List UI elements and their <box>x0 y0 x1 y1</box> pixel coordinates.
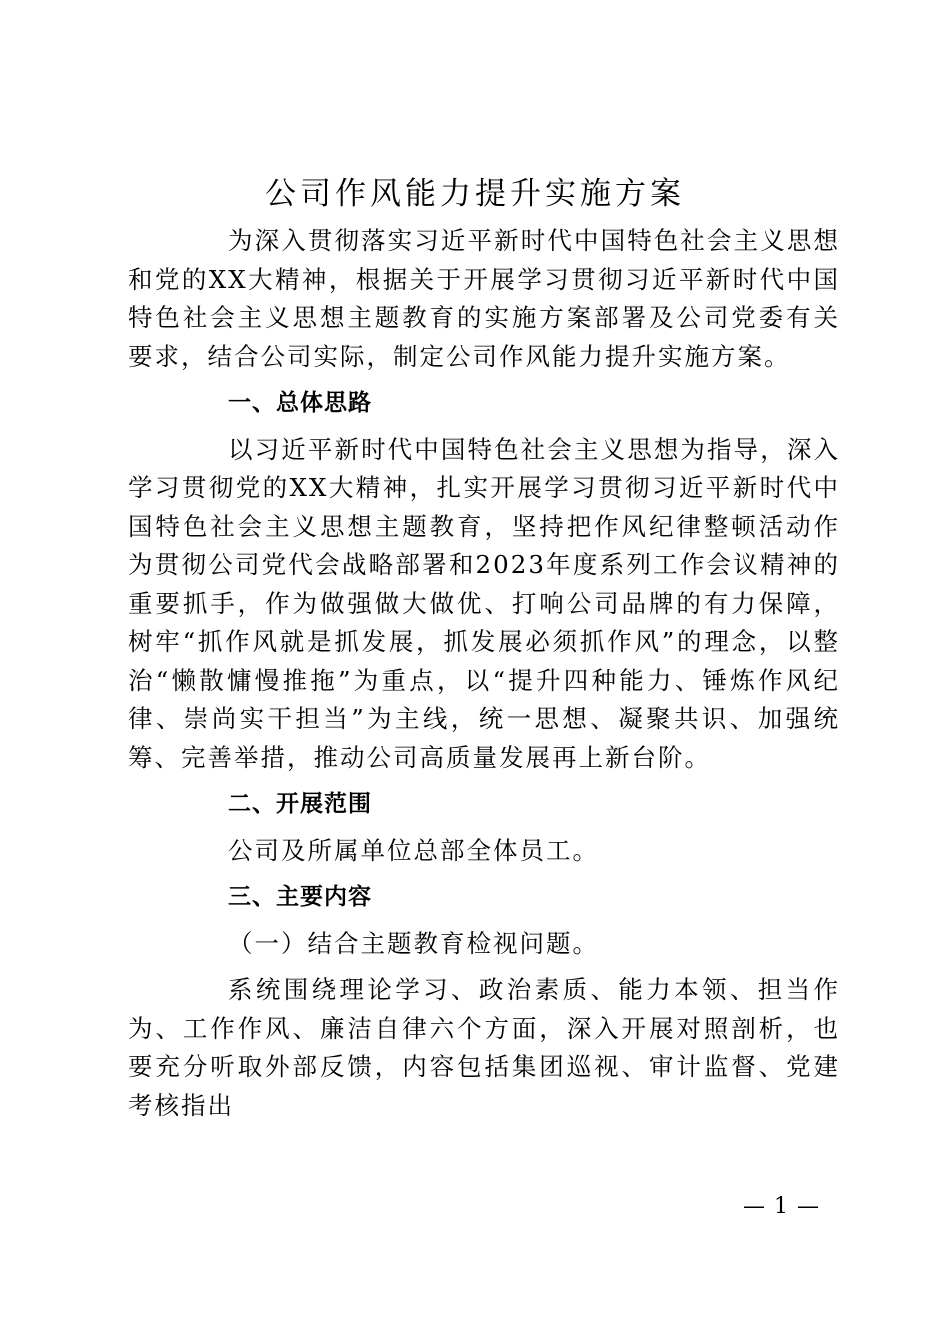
intro-paragraph: 为深入贯彻落实习近平新时代中国特色社会主义思想和党的XX大精神，根据关于开展学习贯彻习近平新时代中国特色社会主义思想主题教育的实施方案部署及公司党委有关要求，结合公司实际，制定公司作风能力提升实施方案。 <box>128 226 840 371</box>
section-gap <box>128 423 840 431</box>
section-subheading-3-1: （一）结合主题教育检视问题。 <box>228 928 599 958</box>
section-gap <box>128 777 840 785</box>
section-gap <box>128 870 840 878</box>
section-heading-1: 一、总体思路 <box>228 390 372 416</box>
section-paragraph-3: 系统围绕理论学习、政治素质、能力本领、担当作为、工作作风、廉洁自律六个方面，深入开展对照剖析，也要充分听取外部反馈，内容包括集团巡视、审计监督、党建考核指出 <box>128 975 840 1120</box>
section-paragraph-2: 公司及所属单位总部全体员工。 <box>228 835 599 865</box>
section-gap <box>128 376 840 384</box>
page-number: — 1 — <box>743 1194 820 1219</box>
document-body <box>128 222 840 1125</box>
section-gap <box>128 963 840 971</box>
section-heading-2: 二、开展范围 <box>228 791 372 817</box>
section-paragraph-1: 以习近平新时代中国特色社会主义思想为指导，深入学习贯彻党的XX大精神，扎实开展学习贯彻习近平新时代中国特色社会主义思想主题教育，坚持把作风纪律整顿活动作为贯彻公司党代会战略部署和2023年度系列工作会议精神的重要抓手，作为做强做大做优、打响公司品牌的有力保障，树牢“抓作风就是抓发展，抓发展必须抓作风”的理念，以整治“懒散慵慢推拖”为重点，以“提升四种能力、锤炼作风纪律、崇尚实干担当”为主线，统一思想、凝聚共识、加强统筹、完善举措，推动公司高质量发展再上新台阶。 <box>128 434 840 772</box>
section-gap <box>128 824 840 832</box>
document-title: 公司作风能力提升实施方案 <box>265 176 685 212</box>
section-heading-3: 三、主要内容 <box>228 884 372 910</box>
section-gap <box>128 917 840 925</box>
